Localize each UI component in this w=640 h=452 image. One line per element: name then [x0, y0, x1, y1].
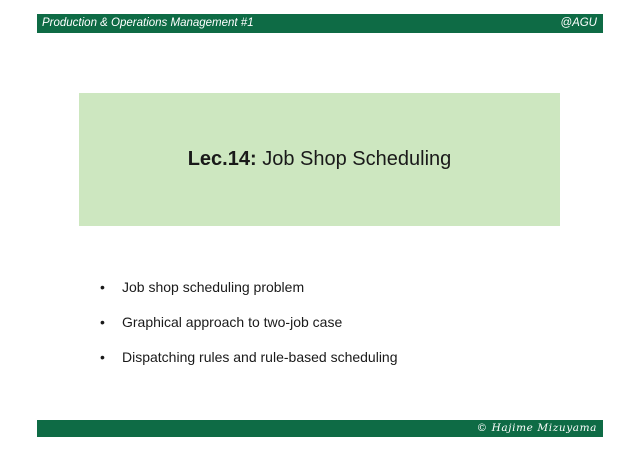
copyright-text: © Hajime Mizuyama	[476, 422, 597, 434]
bullet-icon: •	[100, 349, 105, 365]
list-item	[95, 311, 398, 346]
lecture-title-box	[79, 93, 560, 226]
footer-bar	[37, 420, 603, 437]
bullet-icon: •	[100, 314, 105, 330]
topic-list	[95, 276, 398, 381]
list-item-text: Graphical approach to two-job case	[122, 314, 343, 330]
affiliation-label: @AGU	[560, 17, 597, 29]
list-item-text: Job shop scheduling problem	[122, 279, 305, 295]
lecture-number: Lec.14:	[187, 148, 257, 170]
header-bar	[37, 14, 603, 33]
list-item	[95, 276, 398, 311]
lecture-topic: Job Shop Scheduling	[262, 148, 452, 170]
bullet-icon: •	[100, 279, 105, 295]
list-item-text: Dispatching rules and rule-based scheduling	[122, 349, 398, 365]
list-item	[95, 346, 398, 381]
course-title: Production & Operations Management #1	[42, 17, 254, 29]
